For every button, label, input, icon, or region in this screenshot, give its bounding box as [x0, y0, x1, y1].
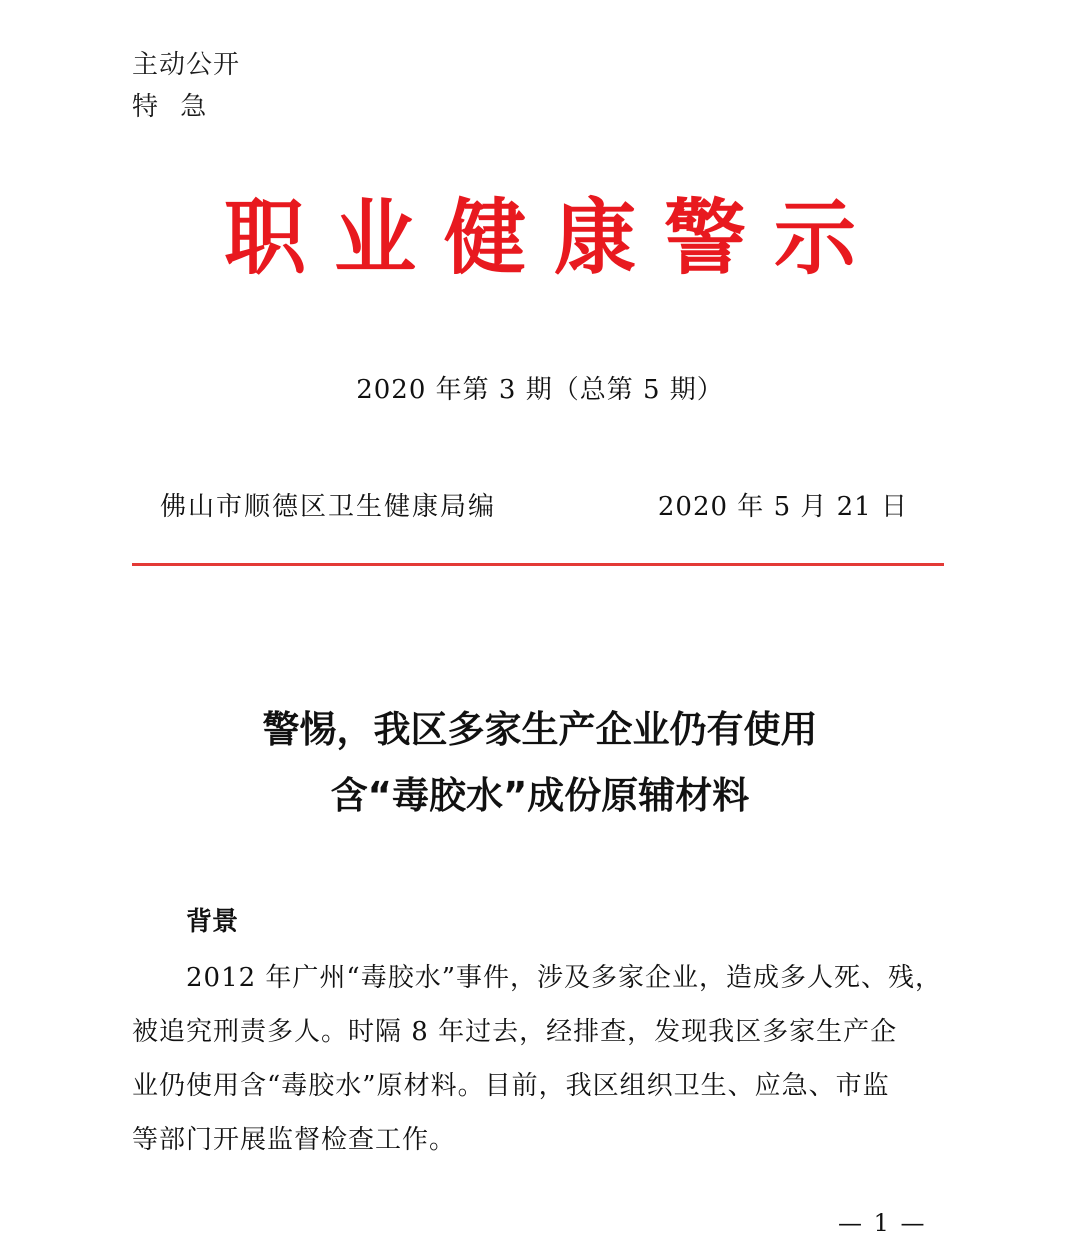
- priority-label: 特 急: [132, 92, 208, 122]
- publication-date: 2020 年 5 月 21 日: [657, 492, 908, 522]
- issue-number: 2020 年第 3 期（总第 5 期）: [356, 375, 724, 405]
- body-line-1: 2012 年广州“毒胶水”事件，涉及多家企业，造成多人死、残，: [186, 963, 943, 993]
- body-line-4: 等部门开展监督检查工作。: [132, 1125, 457, 1155]
- disclosure-label: 主动公开: [132, 50, 241, 80]
- page-number: — 1 —: [838, 1209, 927, 1237]
- article-title-line-1: 警惕，我区多家生产企业仍有使用: [262, 708, 818, 751]
- masthead-title: 职业健康警示: [223, 190, 884, 286]
- section-heading: 背景: [186, 907, 239, 937]
- editor-organization: 佛山市顺德区卫生健康局编: [160, 492, 497, 522]
- header-divider: [132, 563, 944, 566]
- body-line-2: 被追究刑责多人。时隔 8 年过去，经排查，发现我区多家生产企: [132, 1017, 898, 1047]
- body-line-3: 业仍使用含“毒胶水”原材料。目前，我区组织卫生、应急、市监: [132, 1071, 890, 1101]
- article-title-line-2: 含“毒胶水”成份原辅材料: [330, 774, 750, 817]
